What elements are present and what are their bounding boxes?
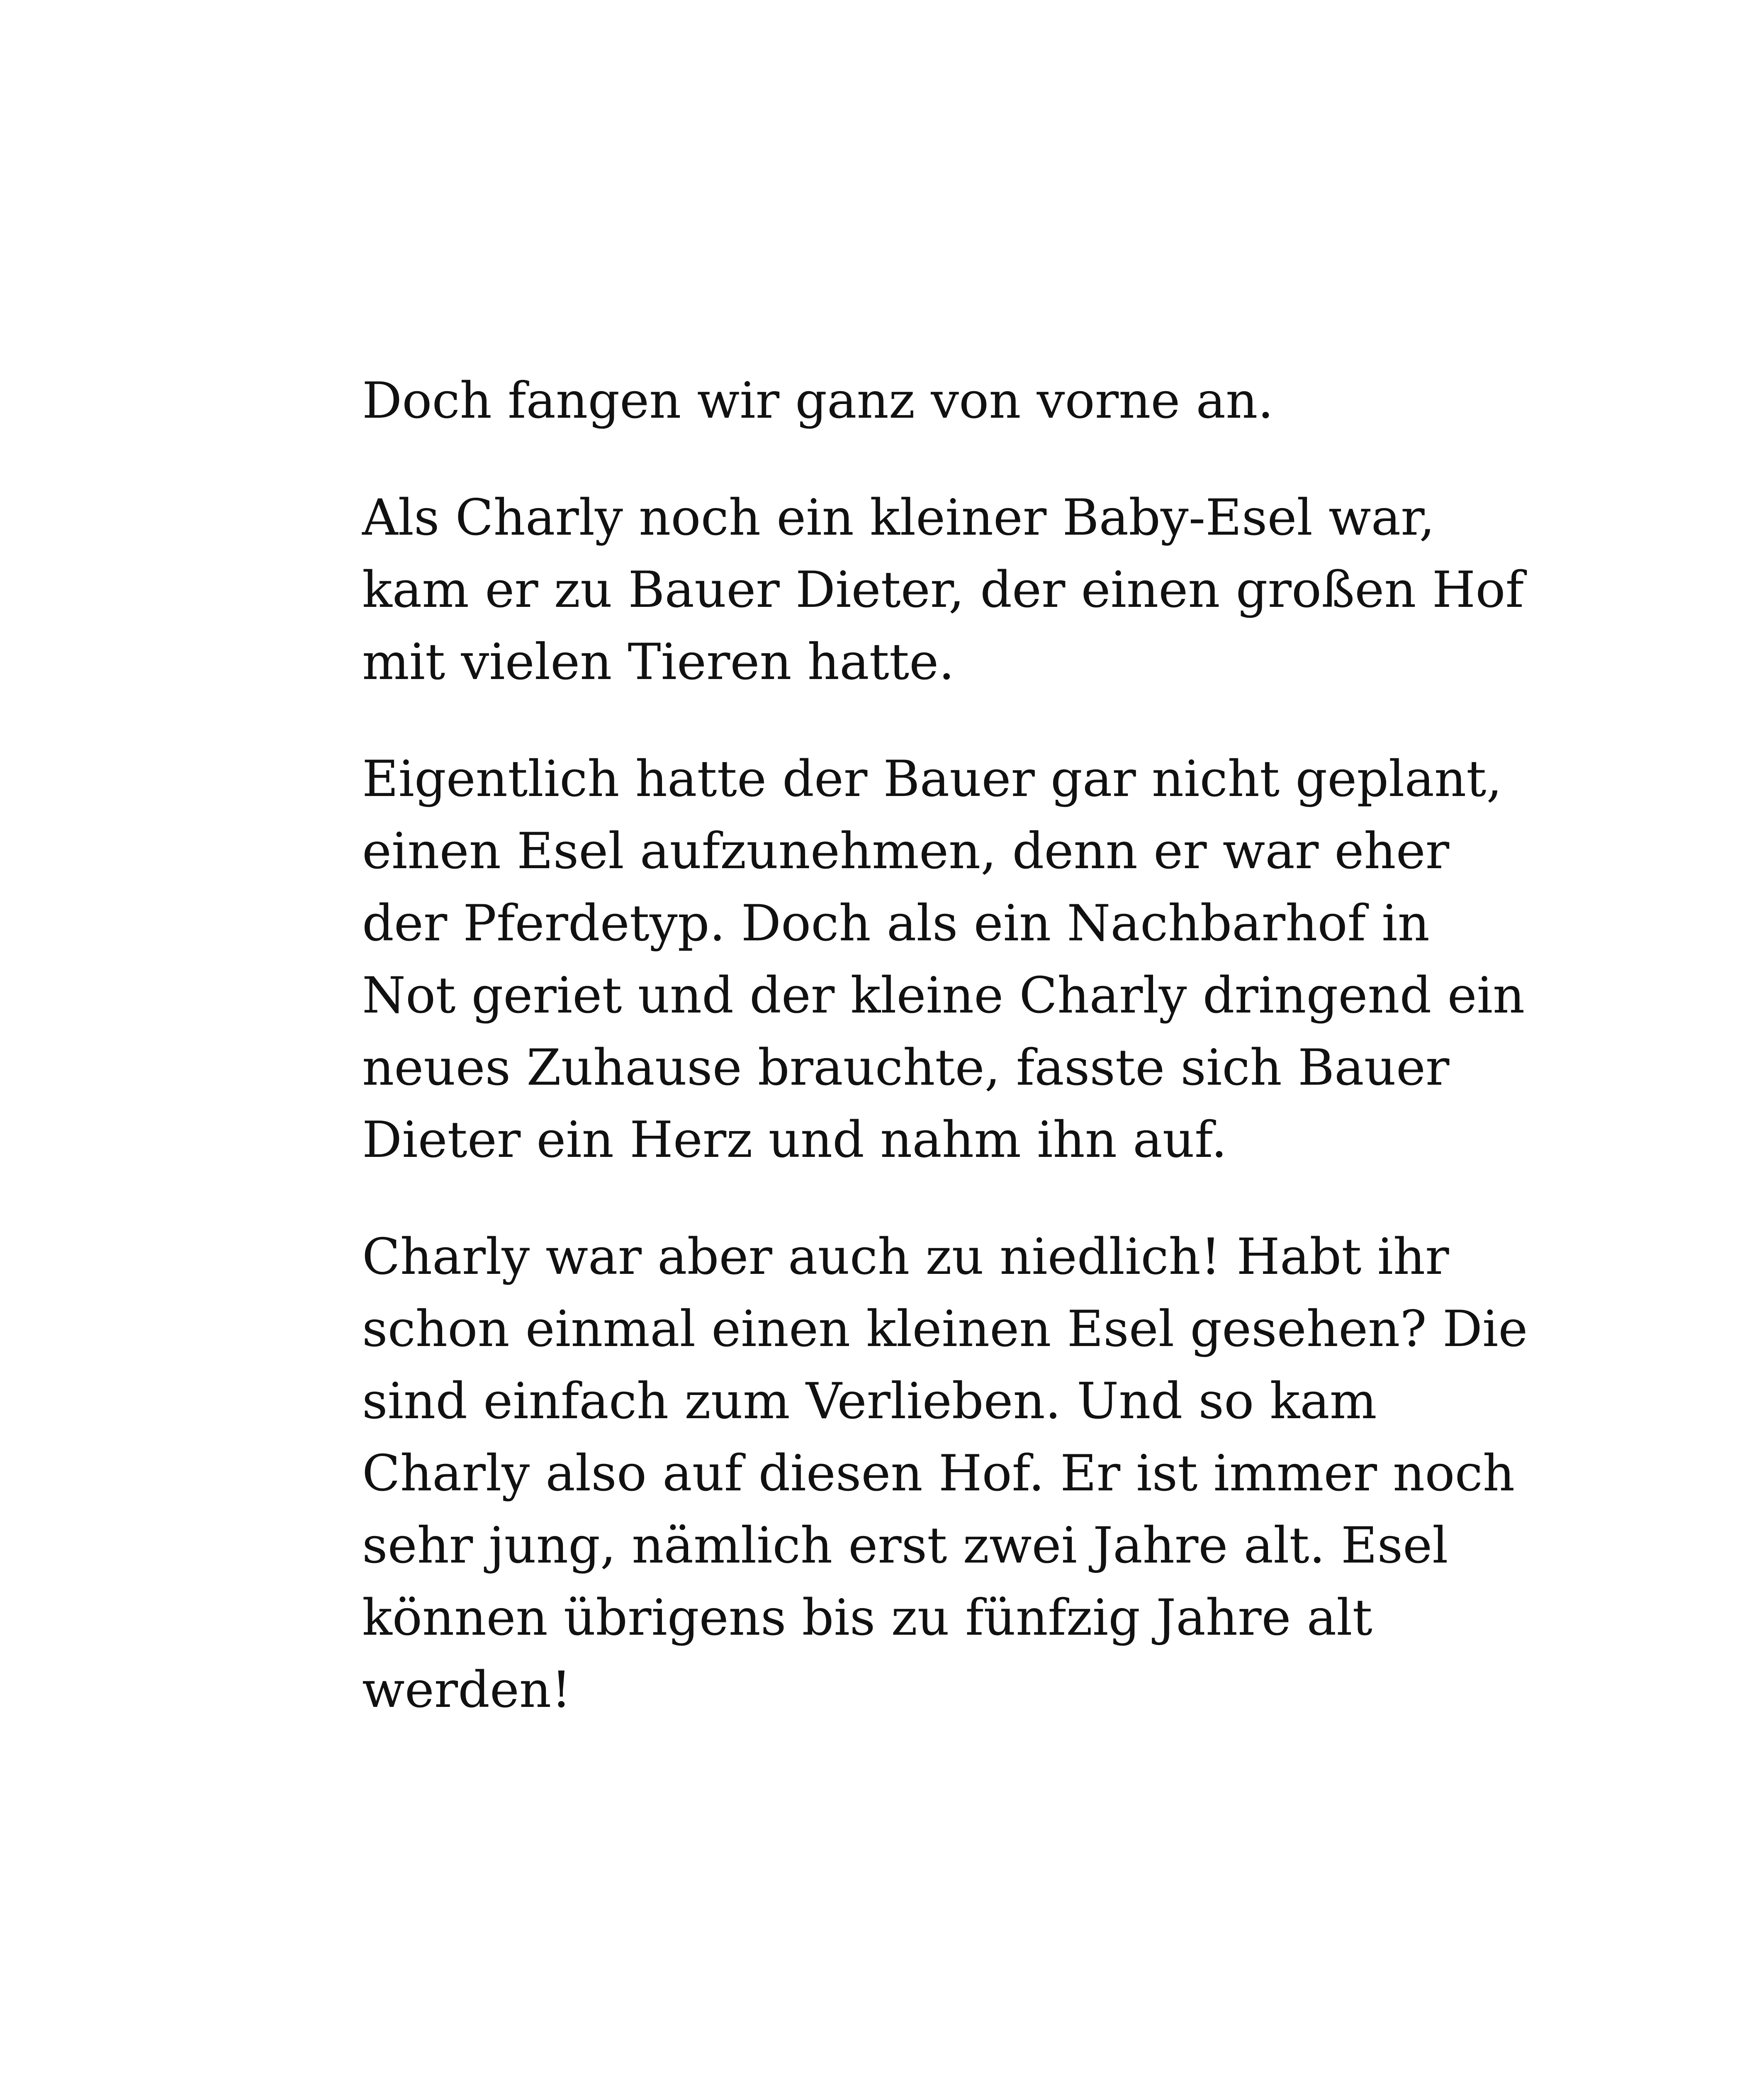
paragraph-4	[362, 1221, 1528, 1726]
text-line: einen Esel aufzunehmen, denn er war eher	[362, 823, 1450, 880]
text-line: Charly war aber auch zu niedlich! Habt ihr	[362, 1228, 1449, 1286]
text-line: Eigentlich hatte der Bauer gar nicht geplant,	[362, 750, 1502, 808]
text-line: können übrigens bis zu fünfzig Jahre alt	[362, 1589, 1372, 1647]
text-line: Dieter ein Herz und nahm ihn auf.	[362, 1111, 1227, 1169]
body-text	[362, 365, 1528, 1771]
text-line: der Pferdetyp. Doch als ein Nachbarhof in	[362, 895, 1430, 952]
text-line: sind einfach zum Verlieben. Und so kam	[362, 1373, 1377, 1430]
text-line: schon einmal einen kleinen Esel gesehen? Die	[362, 1300, 1528, 1358]
text-line: neues Zuhause brauchte, fasste sich Bauer	[362, 1039, 1450, 1097]
text-line: Doch fangen wir ganz von vorne an.	[362, 372, 1274, 430]
text-line: mit vielen Tieren hatte.	[362, 633, 955, 691]
text-line: Charly also auf diesen Hof. Er ist immer noch	[362, 1445, 1515, 1502]
paragraph-1	[362, 365, 1523, 437]
text-line: werden!	[362, 1661, 572, 1719]
paragraph-3	[362, 743, 1523, 1176]
text-line: sehr jung, nämlich erst zwei Jahre alt. Esel	[362, 1517, 1448, 1575]
text-line: Not geriet und der kleine Charly dringend ein	[362, 967, 1525, 1025]
text-line: kam er zu Bauer Dieter, der einen großen Hof	[362, 561, 1524, 619]
text-line: Als Charly noch ein kleiner Baby-Esel war,	[362, 489, 1435, 547]
paragraph-2	[362, 482, 1523, 699]
